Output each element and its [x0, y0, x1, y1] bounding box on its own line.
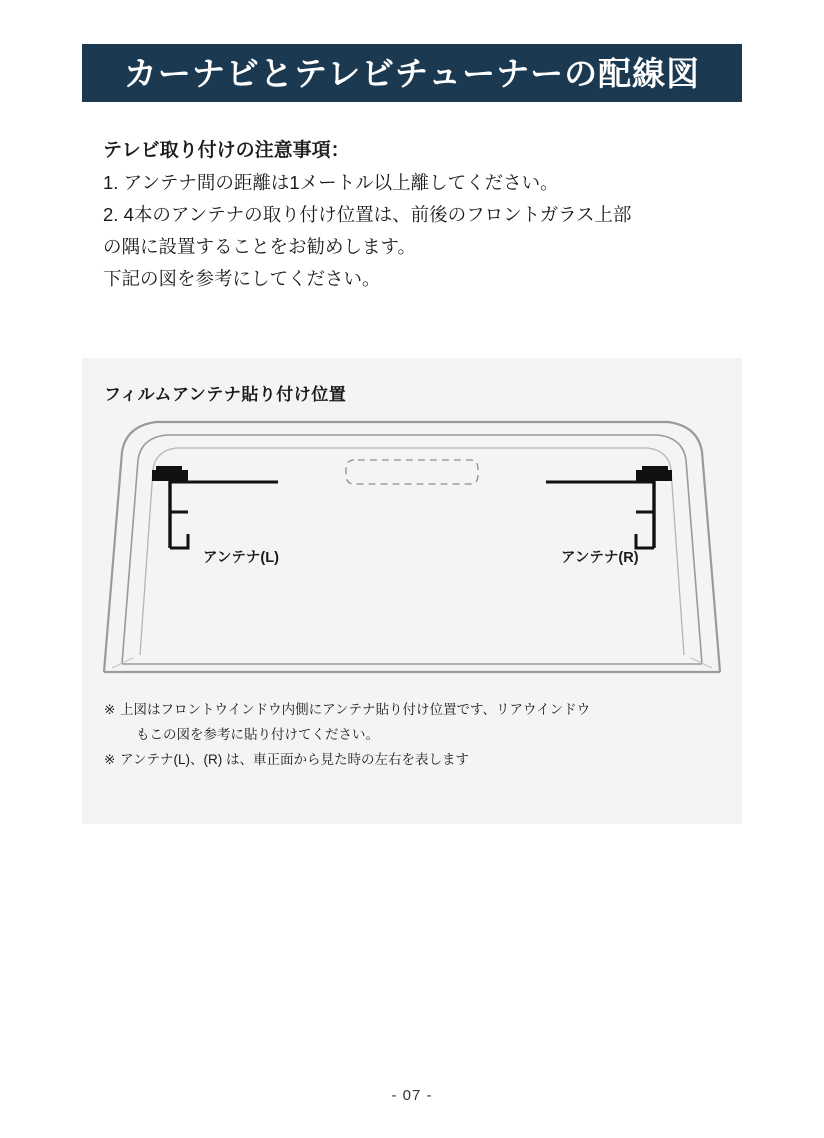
notice-heading: テレビ取り付けの注意事項： [103, 140, 350, 161]
notice-block [103, 136, 753, 295]
notice-line-2: 2. 4本のアンテナの取り付け位置は、前後のフロントガラス上部 [103, 204, 632, 226]
note-mark-icon: ※ [104, 702, 116, 717]
figure-title: フィルムアンテナ貼り付け位置 [104, 385, 347, 404]
note-mark-icon: ※ [104, 751, 116, 767]
page-title: カーナビとテレビチューナーの配線図 [123, 54, 701, 92]
notice-line-4: 下記の図を参考にしてください。 [103, 267, 381, 289]
windshield-diagram [100, 412, 724, 676]
antenna-right-label: アンテナ(R) [561, 550, 639, 566]
antenna-left-label: アンテナ(L) [203, 550, 279, 566]
figure-note-2 [104, 748, 726, 773]
figure-note-1 [104, 698, 726, 723]
figure-notes [104, 698, 726, 773]
page-number: - 07 - [391, 1087, 433, 1104]
figure-note-2-text: アンテナ(L)、(R) は、車正面から見た時の左右を表します [120, 751, 469, 767]
figure-panel [82, 358, 742, 824]
notice-line-1: 1. アンテナ間の距離は1メートル以上離してください。 [103, 172, 559, 194]
notice-line-3: の隅に設置することをお勧めします。 [103, 236, 417, 258]
figure-note-1-text: 上図はフロントウインドウ内側にアンテナ貼り付け位置です、リアウインドウ [120, 702, 591, 717]
figure-note-1-continuation: もこの図を参考に貼り付けてください。 [136, 726, 379, 742]
page-title-banner [82, 44, 742, 102]
